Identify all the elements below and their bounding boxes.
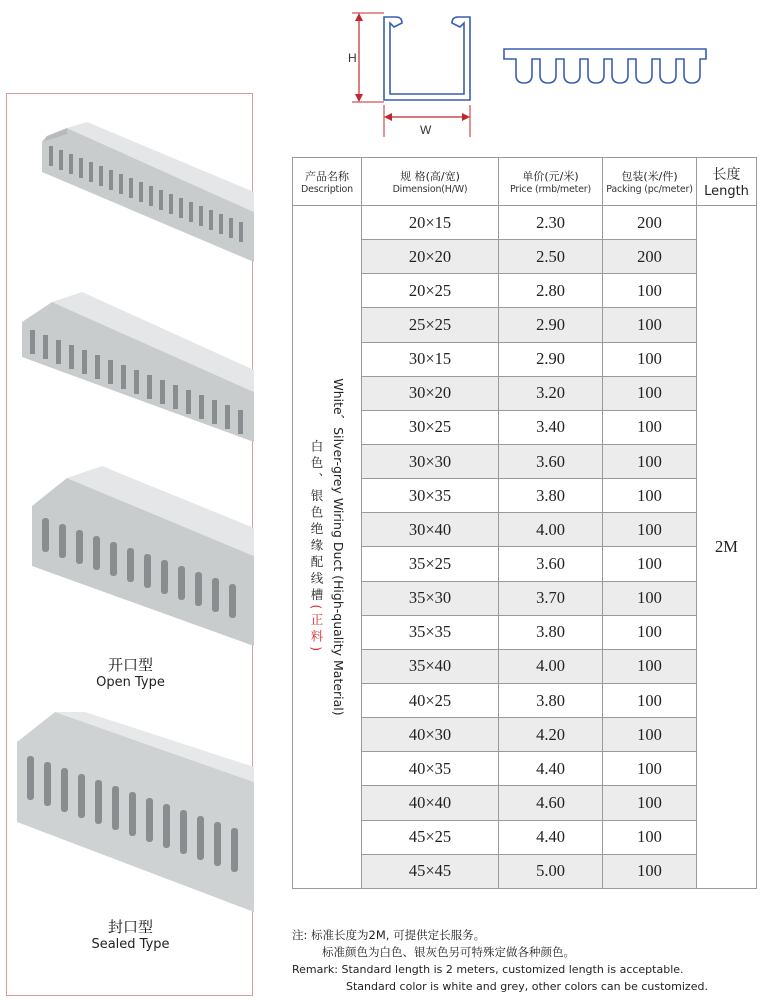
description-cn: 白色、银色绝缘配线槽 — [309, 439, 324, 605]
cell-packing: 100 — [603, 274, 697, 308]
sealed-type-cn: 封口型 — [107, 918, 153, 936]
table-row — [293, 479, 757, 513]
table-row — [293, 240, 757, 274]
cell-price: 3.70 — [499, 581, 603, 615]
cell-dim: 35×25 — [362, 547, 499, 581]
description-en: White、Silver-grey Wiring Duct (High-quality Material) — [331, 378, 346, 716]
cell-packing: 100 — [603, 615, 697, 649]
cell-dim: 20×25 — [362, 274, 499, 308]
sealed-duct-image — [15, 712, 254, 912]
cell-packing: 100 — [603, 547, 697, 581]
table-row — [293, 752, 757, 786]
table-row — [293, 513, 757, 547]
cell-packing: 100 — [603, 786, 697, 820]
open-type-label — [7, 654, 254, 690]
table-row — [293, 581, 757, 615]
cell-price: 3.60 — [499, 547, 603, 581]
cell-price: 4.00 — [499, 513, 603, 547]
length-cell: 2M — [697, 206, 757, 889]
dimension-diagram — [340, 5, 490, 140]
cell-dim: 30×15 — [362, 342, 499, 376]
cell-dim: 40×30 — [362, 718, 499, 752]
height-label: H — [348, 51, 357, 65]
cell-dim: 40×40 — [362, 786, 499, 820]
cell-price: 3.80 — [499, 479, 603, 513]
cell-dim: 20×15 — [362, 206, 499, 240]
cell-dim: 25×25 — [362, 308, 499, 342]
table-header-row — [293, 158, 757, 206]
cell-dim: 35×30 — [362, 581, 499, 615]
cell-dim: 20×20 — [362, 240, 499, 274]
header-description: 产品名称 Description — [293, 158, 362, 206]
cell-price: 3.20 — [499, 376, 603, 410]
cell-dim: 30×20 — [362, 376, 499, 410]
cell-dim: 45×45 — [362, 854, 499, 888]
cell-price: 4.40 — [499, 752, 603, 786]
table-row — [293, 308, 757, 342]
table-row — [293, 547, 757, 581]
note-cn-2: 标准颜色为白色、银灰色另可特殊定做各种颜色。 — [322, 945, 575, 959]
cell-packing: 100 — [603, 444, 697, 478]
cell-price: 2.90 — [499, 342, 603, 376]
cell-packing: 100 — [603, 820, 697, 854]
open-duct-image-2 — [12, 292, 254, 442]
comb-slot-icon — [500, 45, 710, 90]
cell-packing: 100 — [603, 376, 697, 410]
note-en-1: Remark: Standard length is 2 meters, customized length is acceptable. — [292, 963, 684, 976]
note-en-2: Standard color is white and grey, other colors can be customized. — [346, 980, 708, 993]
cell-dim: 35×40 — [362, 649, 499, 683]
cell-price: 4.20 — [499, 718, 603, 752]
cell-price: 2.50 — [499, 240, 603, 274]
cell-packing: 100 — [603, 649, 697, 683]
cell-dim: 30×40 — [362, 513, 499, 547]
cell-price: 3.40 — [499, 410, 603, 444]
cell-dim: 40×35 — [362, 752, 499, 786]
table-row — [293, 854, 757, 888]
cell-price: 3.60 — [499, 444, 603, 478]
cell-price: 3.80 — [499, 683, 603, 717]
table-row — [293, 683, 757, 717]
table-row — [293, 376, 757, 410]
cell-price: 5.00 — [499, 854, 603, 888]
cell-packing: 200 — [603, 206, 697, 240]
cell-price: 4.40 — [499, 820, 603, 854]
header-dimension: 规 格(高/宽) Dimension(H/W) — [362, 158, 499, 206]
cell-dim: 45×25 — [362, 820, 499, 854]
table-row — [293, 786, 757, 820]
open-type-en: Open Type — [96, 675, 165, 690]
cell-dim: 35×35 — [362, 615, 499, 649]
slot-profile-diagram — [500, 45, 710, 90]
table-row — [293, 206, 757, 240]
cell-dim: 30×30 — [362, 444, 499, 478]
cell-price: 2.80 — [499, 274, 603, 308]
cell-packing: 100 — [603, 513, 697, 547]
cell-packing: 200 — [603, 240, 697, 274]
header-price: 单价(元/米) Price (rmb/meter) — [499, 158, 603, 206]
cell-dim: 40×25 — [362, 683, 499, 717]
table-row — [293, 615, 757, 649]
width-label: W — [420, 123, 432, 137]
cell-price: 4.00 — [499, 649, 603, 683]
cell-packing: 100 — [603, 683, 697, 717]
cell-packing: 100 — [603, 581, 697, 615]
spec-table — [292, 157, 756, 889]
cell-packing: 100 — [603, 854, 697, 888]
cell-price: 4.60 — [499, 786, 603, 820]
table-row — [293, 342, 757, 376]
table-row — [293, 274, 757, 308]
cell-price: 2.30 — [499, 206, 603, 240]
product-image-panel — [6, 93, 253, 996]
table-row — [293, 410, 757, 444]
sealed-type-en: Sealed Type — [91, 937, 170, 952]
description-cn-red: (正料) — [309, 604, 324, 655]
cell-packing: 100 — [603, 410, 697, 444]
cell-packing: 100 — [603, 308, 697, 342]
note-cn-1: 注: 标准长度为2M, 可提供定长服务。 — [292, 928, 486, 942]
cell-packing: 100 — [603, 479, 697, 513]
cell-price: 3.80 — [499, 615, 603, 649]
cell-dim: 30×35 — [362, 479, 499, 513]
cell-packing: 100 — [603, 718, 697, 752]
table-row — [293, 820, 757, 854]
open-duct-image-1 — [27, 122, 254, 272]
description-cell — [293, 206, 362, 889]
cell-packing: 100 — [603, 752, 697, 786]
cell-packing: 100 — [603, 342, 697, 376]
cell-dim: 30×25 — [362, 410, 499, 444]
table-row — [293, 649, 757, 683]
sealed-type-label — [7, 916, 254, 952]
duct-cross-section-diagram — [340, 5, 490, 140]
table-row — [293, 444, 757, 478]
open-duct-image-3 — [22, 466, 254, 646]
header-length: 长度 Length — [697, 158, 757, 206]
open-type-cn: 开口型 — [107, 656, 153, 674]
table-row — [293, 718, 757, 752]
header-packing: 包装(米/件) Packing (pc/meter) — [603, 158, 697, 206]
cell-price: 2.90 — [499, 308, 603, 342]
remarks — [292, 927, 757, 995]
